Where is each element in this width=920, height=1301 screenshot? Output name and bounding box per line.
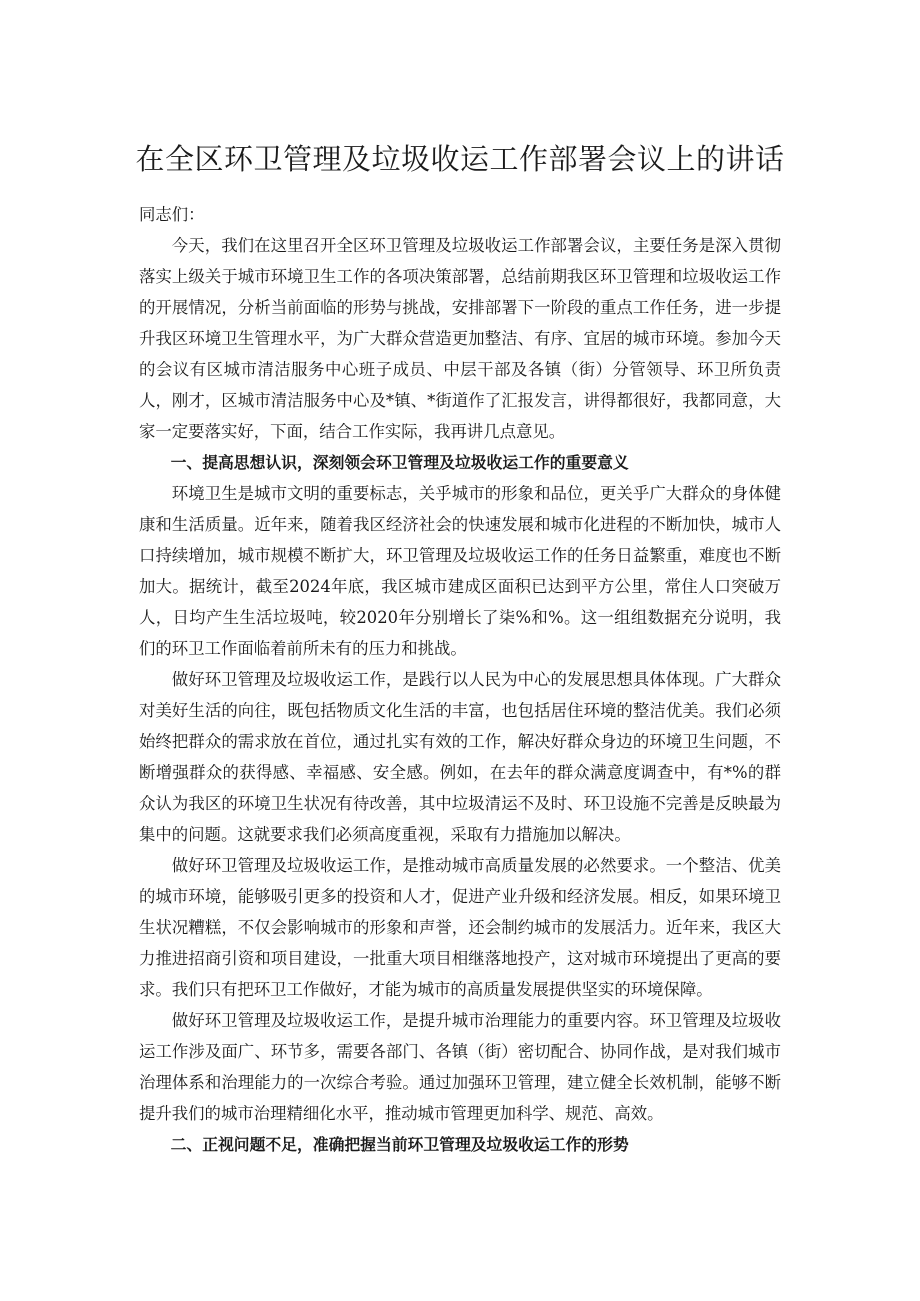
section-heading-2: 二、正视问题不足，准确把握当前环卫管理及垃圾收运工作的形势 [170, 1135, 629, 1154]
document-title: 在全区环卫管理及垃圾收运工作部署会议上的讲话 [135, 142, 785, 176]
paragraph: 环境卫生是城市文明的重要标志，关乎城市的形象和品位，更关乎广大群众的身体健康和生活质量。近年来，随着我区经济社会的快速发展和城市化进程的不断加快，城市人口持续增加，城市规模不断扩大，环卫管理及垃圾收运工作的任务日益繁重，难度也不断加大。据统计，截至2024年底，我区城市建成区面积已达到平方公里，常住人口突破万人，日均产生生活垃圾吨，较2020年分别增长了柒%和%。这一组组数据充分说明，我们的环卫工作面临着前所未有的压力和挑战。 [139, 484, 781, 658]
section-heading-1: 一、提高思想认识，深刻领会环卫管理及垃圾收运工作的重要意义 [170, 453, 629, 472]
document-body [139, 199, 781, 1160]
salutation: 同志们： [139, 205, 205, 224]
paragraph: 做好环卫管理及垃圾收运工作，是推动城市高质量发展的必然要求。一个整洁、优美的城市环境，能够吸引更多的投资和人才，促进产业升级和经济发展。相反，如果环境卫生状况糟糕，不仅会影响城市的形象和声誉，还会制约城市的发展活力。近年来，我区大力推进招商引资和项目建设，一批重大项目相继落地投产，这对城市环境提出了更高的要求。我们只有把环卫工作做好，才能为城市的高质量发展提供坚实的环境保障。 [139, 856, 781, 999]
paragraph-intro: 今天，我们在这里召开全区环卫管理及垃圾收运工作部署会议，主要任务是深入贯彻落实上级关于城市环境卫生工作的各项决策部署，总结前期我区环卫管理和垃圾收运工作的开展情况，分析当前面临的形势与挑战，安排部署下一阶段的重点工作任务，进一步提升我区环境卫生管理水平，为广大群众营造更加整洁、有序、宜居的城市环境。参加今天的会议有区城市清洁服务中心班子成员、中层干部及各镇（街）分管领导、环卫所负责人，刚才，区城市清洁服务中心及*镇、*街道作了汇报发言，讲得都很好，我都同意，大家一定要落实好，下面，结合工作实际，我再讲几点意见。 [139, 236, 781, 441]
paragraph: 做好环卫管理及垃圾收运工作，是提升城市治理能力的重要内容。环卫管理及垃圾收运工作涉及面广、环节多，需要各部门、各镇（街）密切配合、协同作战，是对我们城市治理体系和治理能力的一次综合考验。通过加强环卫管理，建立健全长效机制，能够不断提升我们的城市治理精细化水平，推动城市管理更加科学、规范、高效。 [139, 1011, 781, 1123]
paragraph: 做好环卫管理及垃圾收运工作，是践行以人民为中心的发展思想具体体现。广大群众对美好生活的向往，既包括物质文化生活的丰富，也包括居住环境的整洁优美。我们必须始终把群众的需求放在首位，通过扎实有效的工作，解决好群众身边的环境卫生问题，不断增强群众的获得感、幸福感、安全感。例如，在去年的群众满意度调查中，有*%的群众认为我区的环境卫生状况有待改善，其中垃圾清运不及时、环卫设施不完善是反映最为集中的问题。这就要求我们必须高度重视，采取有力措施加以解决。 [139, 670, 781, 844]
